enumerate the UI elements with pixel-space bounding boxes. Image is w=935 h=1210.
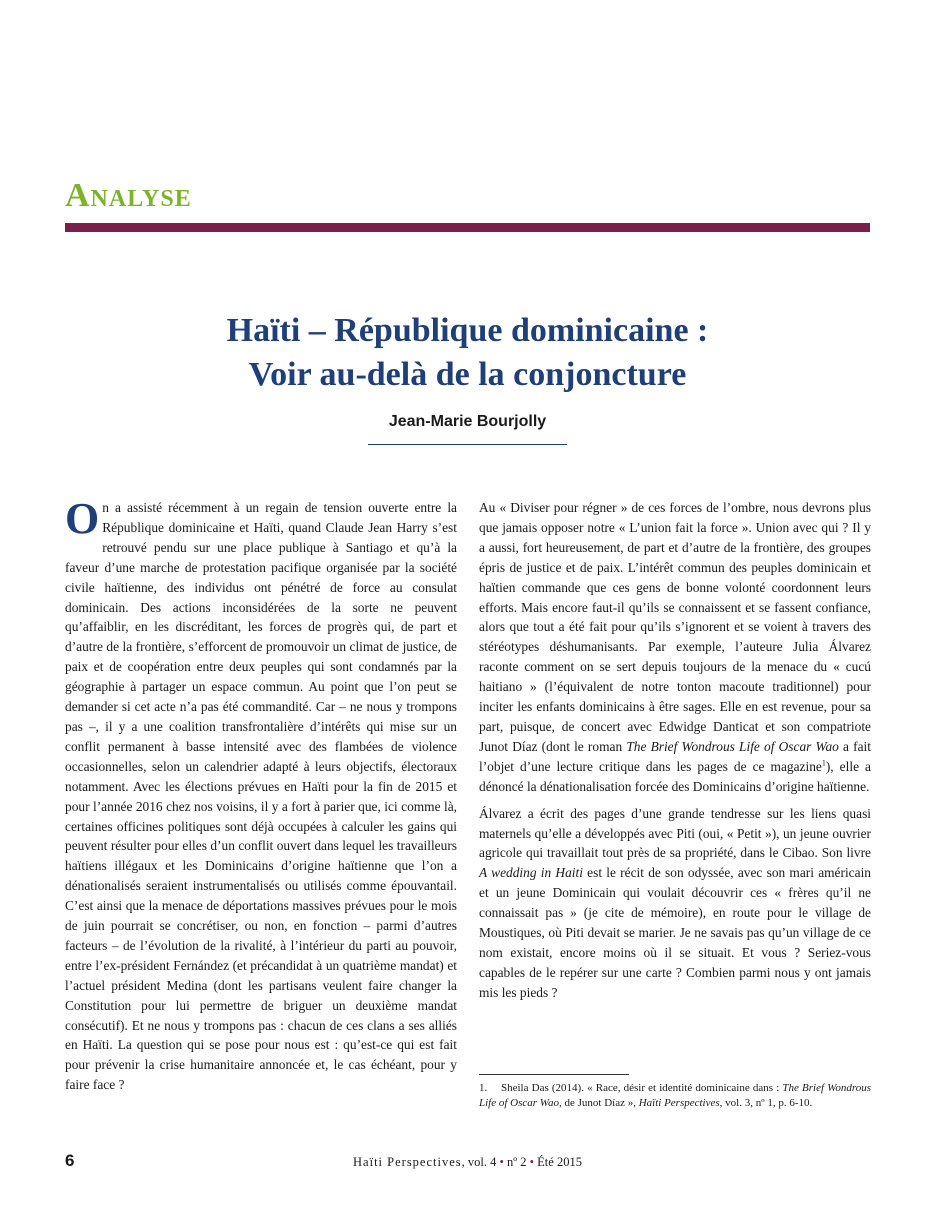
right-p1-text-a: Au « Diviser pour régner » de ces forces de l’ombre, nous devrons plus que jamais opposer notre « L’union fait la force ». Union avec qui ? Il y a aussi, fort heureusement, de part et d’autre de la frontière, des groupes épris de justice et de paix. L’intérêt commun des peuples dominicain et haïtien commande que ces gens de bonne volonté coordonnent leurs efforts. Mais encore faut-il qu’ils se connaissent et se fassent confiance, alors que tout a été fait pour qu’ils s’ignorent et se voient à travers des stéréotypes déshumanisants. Par exemple, l’auteure Julia Álvarez raconte comment on se sert depuis toujours de la menace du « cucú haitiano » (l’équivalent de notre tonton macoute traditionnel) pour inciter les enfants dominicains à être sages. Elle en est revenue, pour sa part, puisque, de concert avec Edwidge Danticat et son compatriote Junot Díaz (dont le roman: [479, 500, 871, 754]
left-column: [65, 494, 457, 1102]
right-column: [479, 498, 871, 1010]
right-p1-text-b: a fait l’objet d’une lecture critique dans les pages de ce magazine: [479, 738, 871, 774]
footer-bullet-2: •: [529, 1155, 535, 1169]
right-paragraph-2: [479, 804, 871, 1003]
footer-season: Été 2015: [534, 1155, 582, 1169]
footnote-text-a: Sheila Das (2014). « Race, désir et identité dominicaine dans :: [501, 1082, 783, 1094]
footnote-italic-b: Haïti Perspectives: [638, 1097, 720, 1109]
page-number: 6: [65, 1151, 75, 1170]
article-title: [65, 309, 870, 397]
author-name: Jean-Marie Bourjolly: [388, 413, 547, 430]
book-title-oscar-wao: The Brief Wondrous Life of Oscar Wao: [626, 738, 839, 754]
footer-issue-number: nº 2: [503, 1155, 530, 1169]
footnote-text-b: , de Junot Díaz »,: [558, 1097, 639, 1109]
left-paragraph-1-text: n a assisté récemment à un regain de tension ouverte entre la République dominicaine et Haïti, quand Claude Jean Harry s’est retrouvé pendu sur une place publique à Santiago et qu’à la faveur d’une marche de protestation pacifique organisée par la société civile haïtienne, des individus ont pénétré de force au consulat dominicain. Des actions inconsidérées de la sorte ne peuvent qu’affaiblir, en les discréditant, les forces de progrès qui, de part et d’autre de la frontière, s’efforcent de promouvoir un climat de justice, de paix et de coopération entre deux peuples qui sont condamnés par la géographie à partager un espace commun. Au point que l’on peut se demander si cet acte n’a pas été commandité. Car – ne nous y trompons pas –, il y a une coalition transfrontalière d’intérêts qui mise sur un conflit permanent à basse intensité avec des flambées de violence occasionnelles, selon un calendrier adapté à leurs objectifs, électoraux notamment. Avec les élections prévues en Haïti pour la fin de 2015 et pour l’année 2016 chez nos voisins, il y a fort à parier que, ici comme là, certaines officines politiques sont déjà occupées à calculer les gains qui peuvent résulter pour elles d’un conflit ouvert dans lequel les travailleurs haïtiens illégaux et les Dominicains d’origine haïtienne que l’on a dénationalisés seraient instrumentalisés ou utilisés comme épouvantail. C’est ainsi que la menace de déportations massives prévues pour le mois de juin pourrait se concrétiser, ou non, en fonction – parmi d’autres facteurs – de l’évolution de la rivalité, à l’intérieur du parti au pouvoir, entre l’ex-président Fernández (et précandidat à un quatrième mandat) et l’actuel président Medina (dont les partisans veulent faire changer la Constitution pour lui permettre de briguer un deuxième mandat consécutif). Et ne nous y trompons pas : chacun de ces clans a ses alliés en Haïti. La question qui se pose pour nous est : qu’est-ce qui est fait pour prévenir la crise humanitaire annoncée et, le cas échéant, pour y faire face ?: [65, 500, 457, 1093]
footnote-rule: [479, 1074, 629, 1075]
right-p1-text-c: ), elle a dénoncé la dénationalisation forcée des Dominicains d’origine haïtienne.: [479, 758, 871, 794]
footer-citation: [65, 1155, 870, 1170]
footnote-ref[interactable]: 1: [821, 758, 826, 768]
title-line-1: Haïti – République dominicaine :: [226, 312, 709, 349]
title-line-2: Voir au-delà de la conjoncture: [248, 356, 687, 393]
right-paragraph-1: [479, 498, 871, 797]
author-rule: [368, 444, 567, 445]
section-rule: [65, 223, 870, 232]
footer-bullet-1: •: [499, 1155, 504, 1169]
left-paragraph-1: [65, 494, 457, 1095]
footnote: [479, 1081, 871, 1111]
footer-journal: Haïti Perspectives: [353, 1155, 462, 1169]
footnote-number: 1.: [479, 1082, 488, 1094]
footer-volume: , vol. 4: [461, 1155, 500, 1169]
right-p2-text-b: est le récit de son odyssée, avec son mari américain et un jeune Dominicain qui voulait découvrir ces « frères qu’il ne connaissait pas » (je cite de mémoire), en route pour le village de Moustiques, où Piti devait se marier. Je ne savais pas qu’un village de ce nom existait, encore moins où il se situait. Et vous ? Seriez-vous capables de le repérer sur une carte ? Combien parmi nous y ont jamais mis les pieds ?: [479, 865, 871, 1000]
right-p2-text-a: Álvarez a écrit des pages d’une grande tendresse sur les liens quasi maternels qu’elle a développés avec Piti (oui, « Petit »), un jeune ouvrier agricole qui travaillait tout près de sa propriété, dans le Cibao. Son livre: [479, 805, 871, 861]
drop-cap: O: [65, 494, 100, 543]
footnote-text-c: , vol. 3, nº 1, p. 6-10.: [719, 1097, 813, 1109]
section-heading: Analyse: [65, 177, 192, 214]
footnote-italic-a: The Brief Wondrous Life of Oscar Wao: [479, 1082, 871, 1109]
book-title-wedding-haiti: A wedding in Haiti: [479, 865, 583, 881]
